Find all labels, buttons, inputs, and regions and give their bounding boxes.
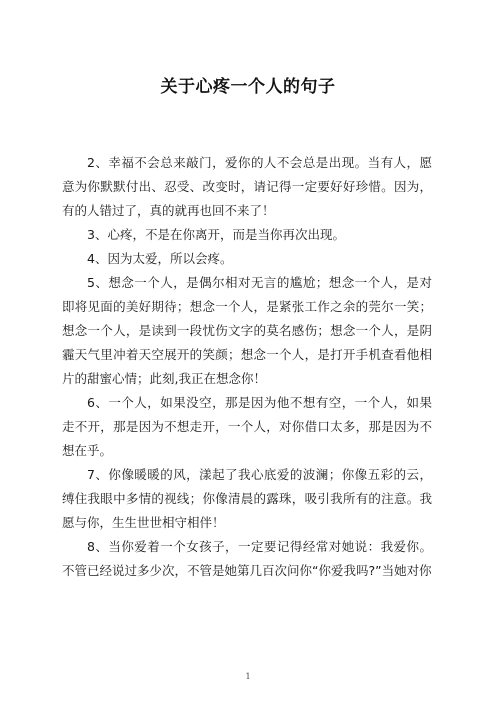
paragraph-5: 5、想念一个人，是偶尔相对无言的尴尬；想念一个人，是对即将见面的美好期待；想念一个人，是紧张工作之余的莞尔一笑；想念一个人，是读到一段忧伤文字的莫名感伤；想念一个人，是阴霾天气里冲着天空展开的笑颜；想念一个人，是打开手机查看他相片的甜蜜心情；此刻,我正在想念你！: [62, 275, 432, 386]
document-body: [62, 151, 432, 583]
paragraph-3: 3、心疼，不是在你离开，而是当你再次出现。: [87, 227, 345, 242]
page-number: 1: [245, 672, 251, 681]
paragraph-2: 2、幸福不会总来敲门，爱你的人不会总是出现。当有人，愿意为你默默付出、忍受、改变时，请记得一定要好好珍惜。因为，有的人错过了，真的就再也回不来了！: [62, 155, 432, 218]
document-title: 关于心疼一个人的句子: [160, 77, 336, 97]
paragraph-8: 8、当你爱着一个女孩子，一定要记得经常对她说：我爱你。不管已经说过多少次，不管是她第几百次问你“你爱我吗?”当她对你: [62, 539, 432, 578]
paragraph-4: 4、因为太爱，所以会疼。: [87, 251, 233, 266]
paragraph-7: 7、你像暖暖的风，漾起了我心底爱的波澜；你像五彩的云，缚住我眼中多情的视线；你像清晨的露珠，吸引我所有的注意。我愿与你，生生世世相守相伴！: [62, 467, 432, 530]
paragraph-6: 6、一个人，如果没空，那是因为他不想有空，一个人，如果走不开，那是因为不想走开，一个人，对你借口太多，那是因为不想在乎。: [62, 395, 432, 458]
